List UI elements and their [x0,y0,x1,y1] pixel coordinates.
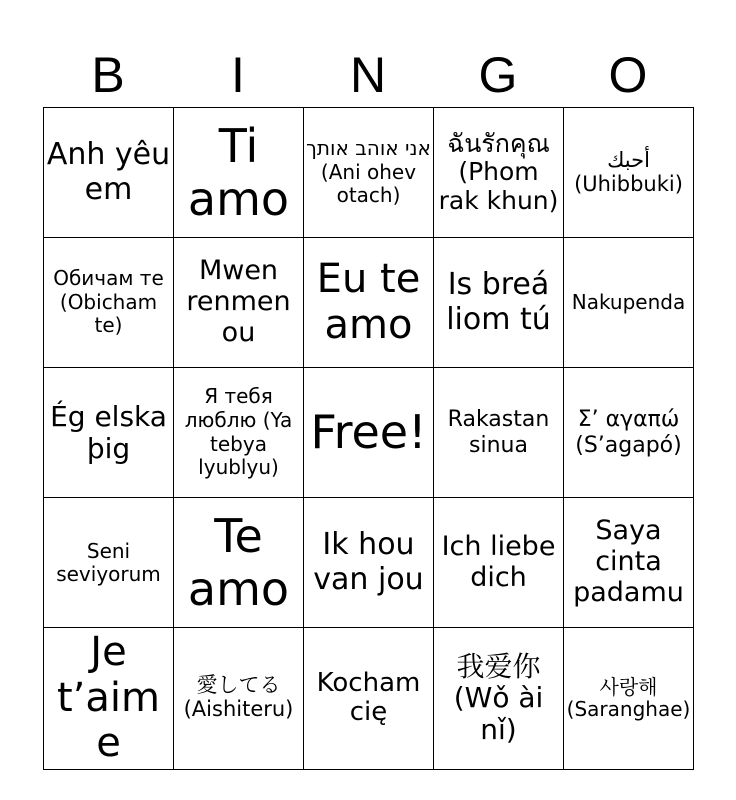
bingo-board [43,107,694,770]
cell-text: אני אוהב אותך (Ani ohev otach) [306,136,431,208]
cell-text: Te amo [187,509,290,616]
bingo-cell[interactable] [304,108,434,238]
cell-text: ฉันรักคุณ (Phom rak khun) [438,128,559,215]
header-letter-g: G [478,47,518,103]
bingo-cell[interactable] [434,108,564,238]
bingo-cell[interactable] [564,108,694,238]
header-letter-b: B [91,47,125,103]
board-row [44,628,694,770]
bingo-cell[interactable] [174,108,304,238]
cell-text: Je t’aime [57,629,160,767]
cell-text: Обичам те (Obicham te) [53,266,164,338]
bingo-cell[interactable] [434,368,564,498]
bingo-cell[interactable] [564,628,694,770]
bingo-cell[interactable] [44,498,174,628]
cell-text: Seni seviyorum [56,538,161,586]
cell-text: Ik hou van jou [313,527,424,597]
board-row [44,498,694,628]
bingo-cell[interactable] [304,368,434,498]
cell-text: Я тебя люблю (Ya tebya lyublyu) [184,384,293,480]
bingo-cell[interactable] [564,238,694,368]
bingo-cell[interactable] [174,368,304,498]
cell-text: 我爱你 (Wǒ ài nǐ) [453,649,544,747]
header-letter-o: O [608,47,648,103]
bingo-cell[interactable] [44,628,174,770]
bingo-cell[interactable] [44,238,174,368]
bingo-cell[interactable] [304,498,434,628]
cell-text: Ég elska þig [50,399,167,465]
cell-text: 사랑해 (Saranghae) [566,674,691,722]
bingo-cell[interactable] [564,368,694,498]
bingo-cell[interactable] [44,368,174,498]
cell-text: Nakupenda [571,290,686,315]
bingo-cell[interactable] [564,498,694,628]
header-letter-i: I [231,47,245,103]
bingo-cell[interactable] [434,628,564,770]
bingo-cell[interactable] [174,498,304,628]
header-letter-n: N [349,47,387,103]
cell-text: Anh yêu em [46,137,171,207]
cell-text: Is breá liom tú [446,267,551,337]
cell-text: Saya cinta padamu [573,515,684,608]
cell-text: Σ’ αγαπώ (S’agapó) [575,407,682,458]
bingo-header [43,44,693,106]
cell-text: Eu te amo [316,255,421,348]
cell-text: Ti amo [187,119,290,226]
cell-text: Rakastan sinua [447,407,550,458]
cell-text: Ich liebe dich [441,530,556,593]
bingo-cell[interactable] [44,108,174,238]
cell-text: Free! [310,405,427,460]
bingo-cell[interactable] [304,238,434,368]
bingo-cell[interactable] [434,498,564,628]
board-row [44,368,694,498]
cell-text: Kocham cię [316,667,421,728]
bingo-cell[interactable] [174,238,304,368]
cell-text: Mwen renmen ou [186,255,291,348]
cell-text: 愛してる (Aishiteru) [183,673,294,722]
bingo-cell[interactable] [304,628,434,770]
cell-text: أحبك (Uhibbuki) [574,147,683,196]
board-row [44,238,694,368]
board-row [44,108,694,238]
bingo-cell[interactable] [174,628,304,770]
bingo-cell[interactable] [434,238,564,368]
